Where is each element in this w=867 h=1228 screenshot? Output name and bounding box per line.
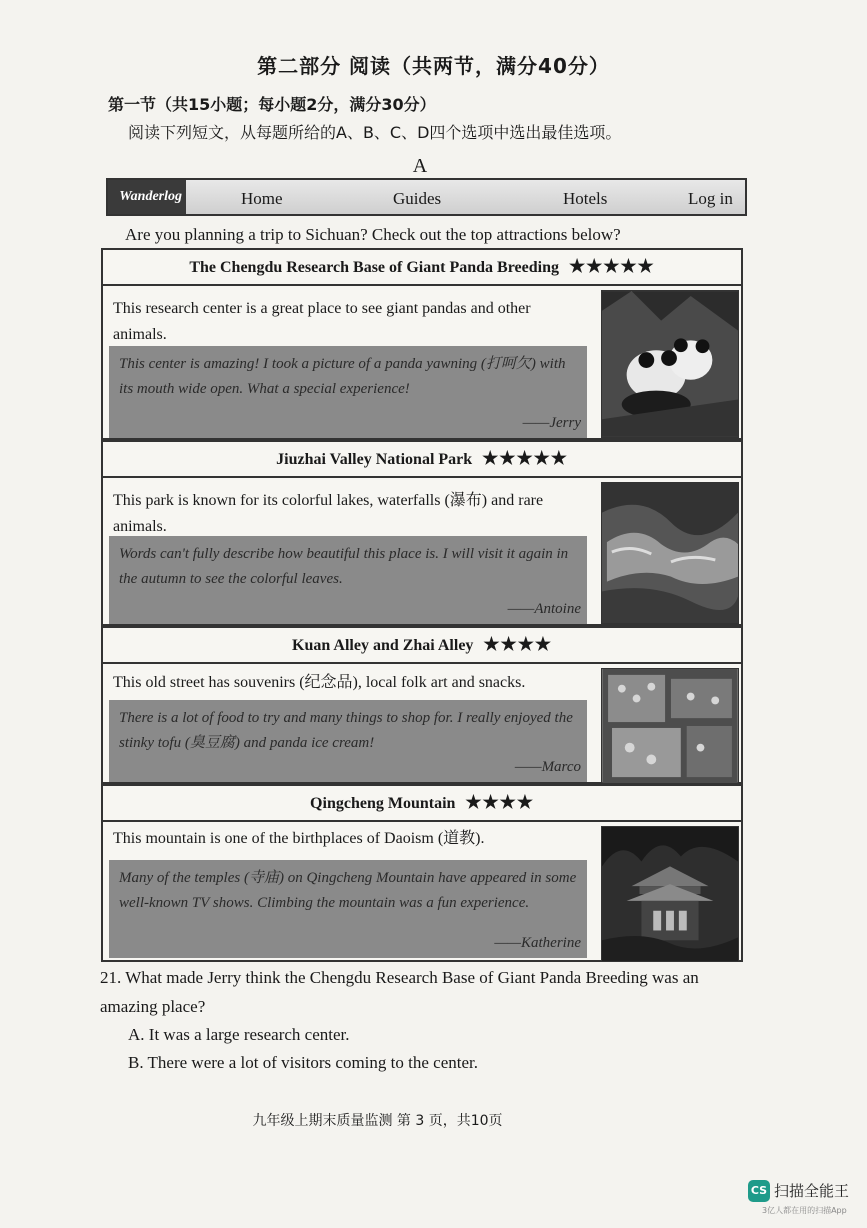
attraction-card <box>101 248 743 440</box>
option-a: A. It was a large research center. <box>128 1025 350 1044</box>
attraction-header <box>103 628 741 664</box>
review-author: ——Marco <box>514 759 581 775</box>
attraction-card <box>101 440 743 626</box>
intro-text: Are you planning a trip to Sichuan? Check out the top attractions below? <box>125 225 621 244</box>
section-title: 第二部分 阅读（共两节，满分40分） <box>257 54 610 78</box>
rating-stars: ★★★★★ <box>482 448 568 468</box>
camscanner-name: 扫描全能王 <box>774 1182 850 1200</box>
attraction-name: Kuan Alley and Zhai Alley <box>292 637 474 654</box>
review-author: ——Jerry <box>522 415 581 431</box>
review-author: ——Antoine <box>507 601 581 617</box>
attraction-description: This old street has souvenirs (纪念品), local folk art and snacks. <box>113 674 526 691</box>
instruction-text: 阅读下列短文，从每题所给的A、B、C、D四个选项中选出最佳选项。 <box>128 123 622 142</box>
attraction-card <box>101 784 743 962</box>
rating-stars: ★★★★ <box>465 792 534 812</box>
nav-login-link[interactable]: Log in <box>688 189 733 208</box>
visitor-review <box>109 700 587 782</box>
review-text: This center is amazing! I took a picture of a panda yawning (打呵欠) with its mouth wide open. What a special experience! <box>119 356 566 397</box>
subsection-heading: 第一节（共15小题；每小题2分，满分30分） <box>108 95 436 114</box>
camscanner-tagline: 3亿人都在用的扫描App <box>762 1206 847 1215</box>
visitor-review <box>109 536 587 624</box>
attraction-description: This research center is a great place to see giant pandas and other animals. <box>113 300 531 343</box>
camscanner-logo-icon: CS <box>748 1180 770 1202</box>
question-stem-continued: amazing place? <box>100 997 206 1016</box>
review-text: Words can't fully describe how beautiful this place is. I will visit it again in the autumn to see the colorful leaves. <box>119 546 569 587</box>
nav-guides-link[interactable]: Guides <box>393 189 442 208</box>
option-b: B. There were a lot of visitors coming to the center. <box>128 1053 478 1072</box>
attraction-header <box>103 442 741 478</box>
attraction-header <box>103 786 741 822</box>
page-footer: 九年级上期末质量监测 第 3 页，共10页 <box>252 1113 503 1129</box>
site-logo[interactable]: Wanderlog <box>108 180 186 214</box>
nav-hotels-link[interactable]: Hotels <box>563 189 608 208</box>
review-author: ——Katherine <box>494 935 581 951</box>
visitor-review <box>109 860 587 958</box>
rating-stars: ★★★★★ <box>568 256 655 276</box>
question-stem: 21. What made Jerry think the Chengdu Research Base of Giant Panda Breeding was an <box>100 968 699 987</box>
attraction-name: The Chengdu Research Base of Giant Panda Breeding <box>189 259 559 276</box>
nav-home-link[interactable]: Home <box>241 189 283 208</box>
attraction-description: This mountain is one of the birthplaces of Daoism (道教). <box>113 830 485 847</box>
panda-photo-icon <box>601 290 739 438</box>
attraction-description: This park is known for its colorful lakes, waterfalls (瀑布) and rare animals. <box>113 492 544 535</box>
lake-photo-icon <box>601 482 739 624</box>
street-food-photo-icon <box>601 668 739 784</box>
attraction-header <box>103 250 741 286</box>
rating-stars: ★★★★ <box>483 634 552 654</box>
attraction-card <box>101 626 743 784</box>
passage-letter: A <box>412 155 428 177</box>
site-navbar <box>106 178 747 216</box>
visitor-review <box>109 346 587 438</box>
attraction-name: Qingcheng Mountain <box>310 795 456 812</box>
attraction-name: Jiuzhai Valley National Park <box>276 451 473 468</box>
temple-photo-icon <box>601 826 739 962</box>
review-text: There is a lot of food to try and many things to shop for. I really enjoyed the stinky tofu (臭豆腐) and panda ice cream! <box>119 710 573 751</box>
review-text: Many of the temples (寺庙) on Qingcheng Mountain have appeared in some well-known TV shows. Climbing the mountain was a fun experience. <box>119 870 577 911</box>
